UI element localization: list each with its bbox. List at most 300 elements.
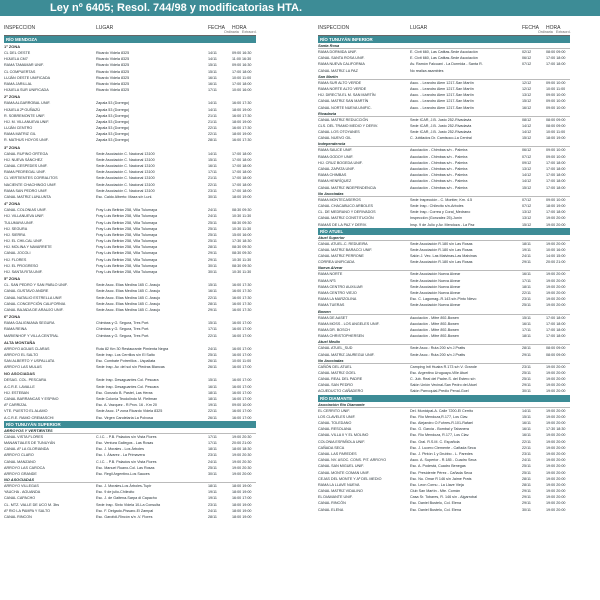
row-inspeccion: CANAL MATRIZ LUNLUNTA xyxy=(4,194,51,199)
row-lugar: Asociación - Mitre 892-Bowen xyxy=(410,315,459,320)
row-hora: 10:00 11:00 xyxy=(546,86,566,91)
row-inspeccion: HIJ. EL PROGRESO xyxy=(4,263,39,268)
row-lugar: Salón Parroquial-Predio Penal-Goel xyxy=(410,389,469,394)
row-fecha: 15/12 xyxy=(522,99,532,104)
row-hora: 17:00 18:00 xyxy=(232,164,252,168)
row-inspeccion: ARROYO LAS CAROCA xyxy=(4,465,45,470)
row-inspeccion: CL. SAN PEDRO Y SAN PABLO UNIF. xyxy=(4,283,68,288)
row-inspeccion: RAMA CENTRO VIEJO xyxy=(318,291,357,295)
row-hora: 19:00 20:00 xyxy=(546,470,566,475)
table-row xyxy=(4,364,256,370)
table-row xyxy=(4,471,256,477)
row-lugar: Sede Insp. Desaguantes Col. Pescara xyxy=(96,378,159,383)
zone-heading: 5ª ZONA xyxy=(4,276,21,282)
row-fecha: 28/11 xyxy=(522,476,531,481)
row-fecha: 15/11 xyxy=(208,283,217,288)
row-lugar: Ruta 82 Km 30 Restaurante Pimienta Negra xyxy=(96,346,169,351)
row-hora: 16:00 17:00 xyxy=(232,397,252,401)
row-hora: 19:00 20:00 xyxy=(546,241,566,246)
row-inspeccion: RAMA GALIGNIANA SEGURA xyxy=(4,321,55,326)
row-inspeccion: RAMA MATRIZ GIL xyxy=(4,132,36,137)
row-hora: 09:00 16:30 xyxy=(232,51,252,55)
row-lugar: Fray Luis Beltrán 258, Villa Tulumaya xyxy=(96,251,158,256)
row-hora: 17:00 18:00 xyxy=(232,188,252,193)
row-fecha: 25/11 xyxy=(208,465,217,470)
row-hora: 18:00 19:00 xyxy=(232,508,252,513)
row-hora: 17:00 18:00 xyxy=(546,334,566,339)
subsection-heading: No Asociadas xyxy=(318,191,570,197)
row-lugar: Esc. Daniel Bustelo, Col. Elena xyxy=(410,501,462,506)
row-fecha: 15/11 xyxy=(208,63,217,68)
row-fecha: 12/12 xyxy=(522,80,532,85)
row-lugar: Asociación - Chimbas s/n - Palmira xyxy=(410,154,468,159)
row-lugar: Sede Asociación C. Nacional 13100 xyxy=(96,182,155,187)
row-lugar: Sede Asociación C. Nacional 13100 xyxy=(96,188,155,193)
row-hora: 18:00 19:00 xyxy=(546,136,566,141)
row-inspeccion: RAMA JARILLAL xyxy=(4,81,33,86)
row-inspeccion: ARROYO LAS MULAS xyxy=(4,365,42,370)
subsection-heading: Independencia xyxy=(318,141,570,147)
row-lugar: Asociación - Chimbas s/n - Palmira xyxy=(410,179,468,184)
row-lugar: Esc. J. Lucero Clemente - Cañada Seca xyxy=(410,445,476,450)
row-fecha: 24/11 xyxy=(522,254,531,259)
row-lugar: Sede Asoc. Elias Medina 165 C. Araujo xyxy=(96,283,161,288)
row-inspeccion: RAMA MONTECASEROS xyxy=(318,197,361,202)
row-inspeccion: CANAL COLONIAS UNIF. xyxy=(4,208,47,213)
row-hora: 19:00 20:00 xyxy=(546,464,566,469)
row-lugar: Chimbas y G. Segura, Tres Port. xyxy=(96,327,150,332)
row-hora: 19:00 20:00 xyxy=(546,383,566,388)
subsection-heading: Atuel Medio xyxy=(318,339,570,345)
row-lugar: Asoc. A. Superior - R.185 - Cuadro Seca xyxy=(410,458,477,463)
row-inspeccion: RAMA NORTE xyxy=(318,272,343,277)
row-inspeccion: CANAL MATRIZ BARACCI UNIF. xyxy=(318,247,373,252)
row-lugar: Sede Asoc. Elias Medina 165 C. Araujo xyxy=(96,301,161,306)
row-hora: 18:00 19:00 xyxy=(232,502,252,507)
row-fecha: 22/11 xyxy=(522,291,531,295)
row-lugar: Sede Asoc. Elias Medina 165 C. Araujo xyxy=(96,295,161,300)
row-fecha: 29/11 xyxy=(208,257,217,262)
row-fecha: 17/11 xyxy=(522,327,531,332)
row-inspeccion: CANAL RINCÓN xyxy=(318,501,346,506)
row-hora: 08:30 09:30 xyxy=(232,251,252,256)
row-inspeccion: CL. DE MEDRANO Y DERIVADOS xyxy=(318,210,376,215)
row-lugar: Fray Luis Beltrán 258, Villa Tulumaya xyxy=(96,239,158,244)
row-fecha: 22/11 xyxy=(208,295,217,300)
row-inspeccion: MANANTIALES DE TUNUYÁN xyxy=(4,440,55,445)
row-inspeccion: YAUCHA - AGUANDA xyxy=(4,490,41,495)
row-fecha: 23/11 xyxy=(208,502,217,507)
row-inspeccion: CANAL CESPEDES UNIF. xyxy=(4,164,48,168)
row-hora: 10:00 16:00 xyxy=(546,247,566,252)
header-hora: HORA xyxy=(232,25,247,31)
row-hora: 19:00 20:00 xyxy=(546,489,566,494)
row-hora: 09:00 10:00 xyxy=(546,80,566,85)
row-lugar: Asoc. - Leandro Alem 1217-San Martín xyxy=(410,99,474,104)
row-inspeccion: CANAL MATRIZ CONSTITUCIÓN xyxy=(318,216,374,221)
row-hora: 19:00 20:00 xyxy=(546,445,566,450)
row-hora: 17:00 18:00 xyxy=(546,210,566,215)
row-fecha: 28/11 xyxy=(208,245,217,250)
row-fecha: 30/11 xyxy=(522,507,531,512)
row-fecha: 14/11 xyxy=(522,408,531,413)
row-inspeccion: RAMA TUERAS xyxy=(318,303,345,308)
row-lugar: E. Civit 660, Las Catitas-Sede Asociación xyxy=(410,56,478,61)
row-hora: 09:00 10:00 xyxy=(546,93,566,98)
row-lugar: Sede Asociación C. Nacional 13100 xyxy=(96,157,155,162)
row-hora: 10:30 11:30 xyxy=(232,214,252,219)
row-hora: 17:00 18:00 xyxy=(232,69,252,74)
zone-heading: NO ASOCIADAS xyxy=(4,371,35,377)
banner-title: Ley nº 6405; Resol. 744/98 y modificatorias HTA. xyxy=(50,2,303,14)
row-hora: 17:00 18:00 xyxy=(232,157,252,162)
row-fecha: 21/11 xyxy=(208,119,217,124)
row-lugar: Sede ICAR, J.B. Justo 252-Rivadavia xyxy=(410,130,472,135)
row-lugar: Salón Unión Vecinal-San Pedro del Atuel xyxy=(410,383,477,388)
row-inspeccion: LUJÁN OESTE UNIFICADA xyxy=(4,75,51,80)
table-row xyxy=(4,269,256,275)
row-inspeccion: CANAL CAPACHO xyxy=(4,496,36,501)
row-fecha: 08/12 xyxy=(522,117,532,122)
row-lugar: Sede Insp. Los Cerrillos s/n El Salto xyxy=(96,352,155,357)
row-inspeccion: HIJUELA 2ª GUÑAZÚ xyxy=(4,107,40,112)
row-lugar: Sede Asociación Nueva Alvear xyxy=(410,284,461,289)
row-lugar: Fray Luis Beltrán 258, Villa Tulumaya xyxy=(96,245,158,250)
row-hora: 19:00 20:00 xyxy=(546,458,566,463)
row-inspeccion: CAÑÓN DEL ATUEL xyxy=(318,364,352,369)
header-inspeccion: INSPECCIÓN xyxy=(4,25,36,31)
row-fecha: 22/11 xyxy=(522,439,531,444)
row-lugar: Esc. C. Lagomag.-R.143 s/n-Pinto Nievo xyxy=(410,297,477,302)
row-hora: 17:00 18:00 xyxy=(232,170,252,175)
row-inspeccion: CANAL ELENA xyxy=(318,507,344,512)
row-fecha: 29/11 xyxy=(522,352,531,357)
row-inspeccion: CANAL MATRIZ REDUCCIÓN xyxy=(318,117,368,122)
row-inspeccion: RAMA LA LLAVE NUEVA xyxy=(318,482,360,487)
row-lugar: Zapala 53 (Dorrego) xyxy=(96,113,130,118)
row-fecha: 25/11 xyxy=(208,352,217,357)
row-fecha: 15/12 xyxy=(522,222,532,227)
row-fecha: 16/11 xyxy=(208,164,217,168)
row-hora: 18:00 19:00 xyxy=(232,107,252,112)
row-inspeccion: A.C.R.E. LAVALLE xyxy=(4,384,35,389)
row-lugar: Esc. A. Podestá, Cuadro Benegas xyxy=(410,464,466,469)
row-lugar: Sede Insp. Desaguantes Col. Pescara xyxy=(96,384,159,389)
row-inspeccion: CAÑADA SECA xyxy=(318,445,345,450)
row-lugar: No realiza asambles xyxy=(410,68,444,73)
row-fecha: 17/11 xyxy=(208,88,217,93)
row-fecha: 24/11 xyxy=(208,346,217,351)
row-lugar: Del. Municipal-A. Calle 7200-El Cerrito xyxy=(410,408,474,413)
row-lugar: Ricardo Videla 8325 xyxy=(96,63,130,68)
row-hora: 19:00 20:00 xyxy=(546,377,566,382)
row-fecha: 02/12 xyxy=(522,50,532,54)
row-inspeccion: ARROYO VILLEGAS xyxy=(4,484,39,489)
row-inspeccion: Aº RIO LA PAMPA Y SALTO xyxy=(4,508,51,513)
row-inspeccion: HIJ. M. VILLANUEVA UNIF. xyxy=(4,119,50,124)
row-hora: 17:00 18:00 xyxy=(546,179,566,184)
row-hora: 16:00 17:00 xyxy=(232,365,252,370)
row-lugar: Asociación - Mitre 892-Bowen xyxy=(410,327,459,332)
row-inspeccion: HIJ. VILLANUEVA UNIF. xyxy=(4,214,45,219)
row-hora: 08:30 09:30 xyxy=(232,220,252,225)
table-row xyxy=(318,222,570,228)
row-lugar: Chimbas y G. Segura, Tres Port. xyxy=(96,333,150,338)
row-fecha: 14/12 xyxy=(522,123,532,128)
table-row xyxy=(318,388,570,394)
row-fecha: 19/11 xyxy=(522,247,531,252)
row-hora: 10:30 11:30 xyxy=(232,270,252,274)
row-fecha: 28/11 xyxy=(208,138,217,143)
row-inspeccion: ARROYO AGUAS CLARAS xyxy=(4,346,50,351)
row-fecha: 18/11 xyxy=(208,397,217,401)
row-lugar: Esc. Presidente Pérez - Cañada Seca xyxy=(410,470,473,475)
row-inspeccion: CANAL RUFINO ORTEGA xyxy=(4,151,48,156)
header-extraord: Extraord. xyxy=(556,30,571,34)
row-lugar: Esc. Río Mendoza, R.177, Los Clav. xyxy=(410,433,470,438)
row-fecha: 30/11 xyxy=(208,270,217,274)
row-hora: 19:00 20:30 xyxy=(232,453,252,458)
row-inspeccion: HIJUELA CM7 xyxy=(4,57,28,62)
row-lugar: Sede Asoc.: Ruta 200 s/n J.Pratts xyxy=(410,346,466,351)
left-schedule-body xyxy=(4,36,256,520)
row-lugar: Esc. Alejandro O.Fuhres-R.101-Rafael xyxy=(410,421,473,425)
row-lugar: Zapala 53 (Dorrego) xyxy=(96,138,130,143)
row-inspeccion: CANAL MATRIZ PERRONE xyxy=(318,254,364,259)
row-hora: 19:00 20:00 xyxy=(546,303,566,308)
table-row xyxy=(318,135,570,141)
row-lugar: Ricardo Videla 8325 xyxy=(96,75,130,80)
row-lugar: Esc. Nu. Omar R 146 s/n Jaime Prats xyxy=(410,476,472,481)
row-lugar: Esc. Río Mendoza,R.177, Los Clav. xyxy=(410,414,469,419)
row-inspeccion: RAMA NORTE ALTO VERDE xyxy=(318,86,367,91)
row-fecha: 14/11 xyxy=(208,101,217,106)
row-fecha: 16/11 xyxy=(522,421,531,425)
row-inspeccion: CANAL SANTA ROSA UNIF. xyxy=(318,56,365,61)
row-lugar: Salón J. Vec. Las Malvinas-Las Malvinas xyxy=(410,254,477,259)
row-fecha: 14/11 xyxy=(208,51,217,55)
row-lugar: Esc. Gral. R.S.M. C. Española xyxy=(410,439,460,444)
row-lugar: Sede Colonia Teodolindo M. Fleitman xyxy=(96,397,158,401)
row-hora: 17:00 18:00 xyxy=(546,160,566,165)
row-inspeccion: HIJ. ESTEBAN xyxy=(4,390,29,395)
row-lugar: Ricardo Videla 8325 xyxy=(96,81,130,86)
row-lugar: Sede Asociación Nueva Alvear xyxy=(410,291,461,295)
row-inspeccion: RAMA HENRÍQUEZ xyxy=(318,179,352,184)
row-fecha: 30/11 xyxy=(208,194,217,199)
subsection-heading: San Martín xyxy=(318,74,570,80)
row-fecha: 15/11 xyxy=(522,315,531,320)
row-inspeccion: CANAL JOCOLI xyxy=(4,251,31,256)
row-lugar: Zapala 53 (Dorrego) xyxy=(96,101,130,106)
row-lugar: Esc. J. Morales-Los Árboles-Tupir xyxy=(96,484,152,489)
row-hora: 19:00 20:00 xyxy=(546,414,566,419)
row-hora: 19:00 20:30 xyxy=(232,465,252,470)
row-fecha: 16/11 xyxy=(522,321,531,326)
row-lugar: Esc. J. de Gaitena-Sarpa di Capacho xyxy=(96,496,157,501)
row-inspeccion: CANAL CONCEPCIÓN CALIFORNIA xyxy=(4,301,66,306)
table-row xyxy=(4,333,256,339)
row-lugar: Asociación - Chimbas s/n - Palmira xyxy=(410,160,468,165)
row-hora: 19:00 20:00 xyxy=(546,421,566,425)
header-fecha: FECHA xyxy=(208,25,225,31)
row-lugar: Zapala 53 (Dorrego) xyxy=(96,119,130,124)
row-hora: 16:00 17:00 xyxy=(232,496,252,501)
row-lugar: Sede ICAR, J.B. Justo 252-Rivadavia xyxy=(410,123,472,128)
row-inspeccion: CANAL ATUEL_SUD xyxy=(318,346,353,351)
row-lugar: Sede Asoc. 1ª zona Ricardo Videla 8325 xyxy=(96,409,163,414)
header-inspeccion: INSPECCIÓN xyxy=(318,25,350,31)
row-inspeccion: CANAL MATRIZ INDEPENDENCIA xyxy=(318,185,376,190)
row-lugar: Asociación - Chimbas s/n - Palmira xyxy=(410,185,468,190)
table-row xyxy=(318,333,570,339)
row-inspeccion: CANAL RINCON xyxy=(4,515,32,519)
header-fecha: FECHA xyxy=(522,25,539,31)
row-lugar: C. Jubilados Dr. Camisoco-La Central xyxy=(410,136,472,141)
row-fecha: 12/12 xyxy=(522,86,532,91)
row-hora: 20:00 21:00 xyxy=(232,440,252,445)
row-inspeccion: ARROYO GRANDE xyxy=(4,471,37,476)
row-hora: 16:00 17:00 xyxy=(232,378,252,383)
row-fecha: 16/12 xyxy=(522,105,532,110)
row-hora: 19:00 20:00 xyxy=(232,471,252,476)
row-hora: 19:00 20:00 xyxy=(546,284,566,289)
row-hora: 19:00 20:30 xyxy=(232,434,252,439)
row-fecha: 19/11 xyxy=(208,496,217,501)
row-hora: 16:00 17:00 xyxy=(232,346,252,351)
row-inspeccion: VTE. PUESTO EL ALAMO xyxy=(4,409,48,414)
row-fecha: 21/11 xyxy=(208,113,217,118)
row-fecha: 15/12 xyxy=(522,185,532,190)
row-hora: 09:00 10:00 xyxy=(546,99,566,104)
row-hora: 16:00 17:00 xyxy=(232,321,252,326)
row-lugar: Esc. G. Garcia - Bombal y Tabanera xyxy=(410,427,469,432)
row-lugar: Sede Asociación C. Nacional 13100 xyxy=(96,164,155,168)
row-hora: 16:00 17:00 xyxy=(232,384,252,389)
row-inspeccion: CANAL NATALIO ESTRELLA UNIF. xyxy=(4,295,63,300)
row-inspeccion: HIJ. EL CHILCAL UNIF. xyxy=(4,239,43,244)
row-inspeccion: CL COMPUERTAS xyxy=(4,69,36,74)
subsection-heading: Bowen xyxy=(318,309,570,315)
row-hora: 16:00 17:00 xyxy=(232,327,252,332)
left-schedule-column xyxy=(4,24,256,520)
row-fecha: 29/11 xyxy=(522,495,531,500)
row-fecha: 22/11 xyxy=(208,132,217,137)
row-hora: 09:00 10:00 xyxy=(546,154,566,159)
row-lugar: Sede Asoc. Elias Medina 165 C. Araujo xyxy=(96,307,161,312)
river-section-header: RÍO MENDOZA xyxy=(4,36,256,43)
row-hora: 09:00 10:00 xyxy=(546,105,566,110)
row-lugar: Asoc. - Leandro Alem 1217-San Martín xyxy=(410,105,474,110)
row-hora: 17:00 18:00 xyxy=(232,176,252,181)
row-inspeccion: HIJUELA SUR UNIFICADA xyxy=(4,88,49,93)
subsection-heading: Rivadavia xyxy=(318,111,570,117)
header-extraord: Extraord. xyxy=(242,30,257,34)
row-fecha: 25/11 xyxy=(208,232,217,237)
row-fecha: 07/12 xyxy=(522,154,532,159)
row-fecha: 29/11 xyxy=(522,501,531,506)
row-lugar: Asociación - Mitre 892-Bowen xyxy=(410,321,459,326)
row-inspeccion: CANAL BAJADA DE ARAUJO UNIF. xyxy=(4,307,64,312)
row-inspeccion: NACIENTE CHACHINGO UNIF. xyxy=(4,182,57,187)
row-inspeccion: HIJ. NUEVA SÁNCHEZ xyxy=(4,157,43,162)
row-fecha: 07/12 xyxy=(522,62,532,67)
row-hora: 16:00 17:30 xyxy=(232,307,252,312)
header-ordinaria: Ordinaria xyxy=(538,30,553,34)
row-hora: 19:00 20:00 xyxy=(546,408,566,413)
header-lugar: LUGAR xyxy=(96,25,114,31)
row-inspeccion: Aº CARRIZAL xyxy=(4,403,28,408)
row-fecha: 14/12 xyxy=(522,179,532,184)
row-inspeccion: CL DEL OESTE xyxy=(4,51,31,55)
row-inspeccion: CANAL MATRIZ VIDALINO xyxy=(318,489,363,494)
row-inspeccion: ARROYO EL SALTO xyxy=(4,352,39,357)
row-hora: 19:00 20:00 xyxy=(546,495,566,500)
row-hora: 18:00 19:00 xyxy=(232,484,252,489)
row-hora: 16:00 17:00 xyxy=(232,409,252,414)
row-lugar: Asociación - Chimbas s/n - Palmira xyxy=(410,173,468,178)
row-fecha: 17/11 xyxy=(208,434,217,439)
row-hora: 08:00 09:00 xyxy=(546,352,566,357)
row-hora: 16:00 17:30 xyxy=(232,301,252,306)
row-inspeccion: RAMAS DE LA PAZ Y DERIV. xyxy=(318,222,367,227)
row-hora: 19:00 20:00 xyxy=(546,370,566,375)
right-schedule-column xyxy=(318,24,570,513)
row-inspeccion: COLONIA ESPAÑOLA UNIF. xyxy=(318,439,366,444)
row-fecha: 24/11 xyxy=(208,459,217,464)
row-lugar: Esc. Virgen Candelaria La Polvosa xyxy=(96,415,153,420)
row-hora: 19:00 20:00 xyxy=(546,272,566,277)
row-hora: 15:00 16:00 xyxy=(232,232,252,237)
row-fecha: 13/12 xyxy=(522,167,532,171)
row-hora: 10:00 11:00 xyxy=(232,75,252,80)
row-fecha: 29/11 xyxy=(208,307,217,312)
row-fecha: 21/11 xyxy=(208,176,217,181)
row-hora: 18:00 19:00 xyxy=(232,515,252,519)
row-lugar: Asociación - Chimbas s/n - Palmira xyxy=(410,167,468,171)
row-fecha: 18/11 xyxy=(522,284,531,289)
row-fecha: 28/11 xyxy=(522,482,531,487)
row-fecha: 18/11 xyxy=(208,447,217,452)
row-lugar: Esc. Daniel Bustelo, Col. Elena xyxy=(410,507,462,512)
row-lugar: Asoc. - Leandro Alem 1217-San Martín xyxy=(410,80,474,85)
row-hora: 17:00 18:00 xyxy=(546,56,566,61)
page-banner xyxy=(0,0,600,16)
row-inspeccion: HIJ. SIERRA xyxy=(4,232,26,237)
row-fecha: 13/12 xyxy=(522,216,532,221)
row-lugar: Esc. F. Delgado-Pissaro-El Zampal xyxy=(96,508,154,513)
row-hora: 18:00 19:00 xyxy=(232,132,252,137)
row-fecha: 16/11 xyxy=(208,289,217,294)
row-hora: 19:00 20:00 xyxy=(546,278,566,283)
row-fecha: 25/11 xyxy=(208,226,217,231)
row-hora: 19:00 20:00 xyxy=(546,222,566,227)
row-hora: 10:30 11:30 xyxy=(232,226,252,231)
zone-heading: 6ª ZONA xyxy=(4,314,21,320)
row-hora: 18:00 18:30 xyxy=(232,447,252,452)
row-inspeccion: EL CERRITO UNIF. xyxy=(318,408,351,413)
row-inspeccion: HIJ. DIRECTA EL M. SAN MARTÍN xyxy=(318,93,376,98)
row-hora: 19:00 20:00 xyxy=(546,476,566,481)
row-hora: 19:00 20:00 xyxy=(546,433,566,438)
row-fecha: 28/11 xyxy=(208,515,217,519)
row-inspeccion: RAMA CENTRO AUXILIAR xyxy=(318,284,363,289)
row-lugar: Ricardo Videla 8325 xyxy=(96,69,130,74)
row-hora: 17:00 18:00 xyxy=(232,151,252,156)
row-inspeccion: RAMA TAMAMAR UNIF. xyxy=(4,63,44,68)
row-hora: 19:00 20:00 xyxy=(546,389,566,394)
row-inspeccion: CL VERTIENTES CORRALITOS xyxy=(4,176,58,181)
